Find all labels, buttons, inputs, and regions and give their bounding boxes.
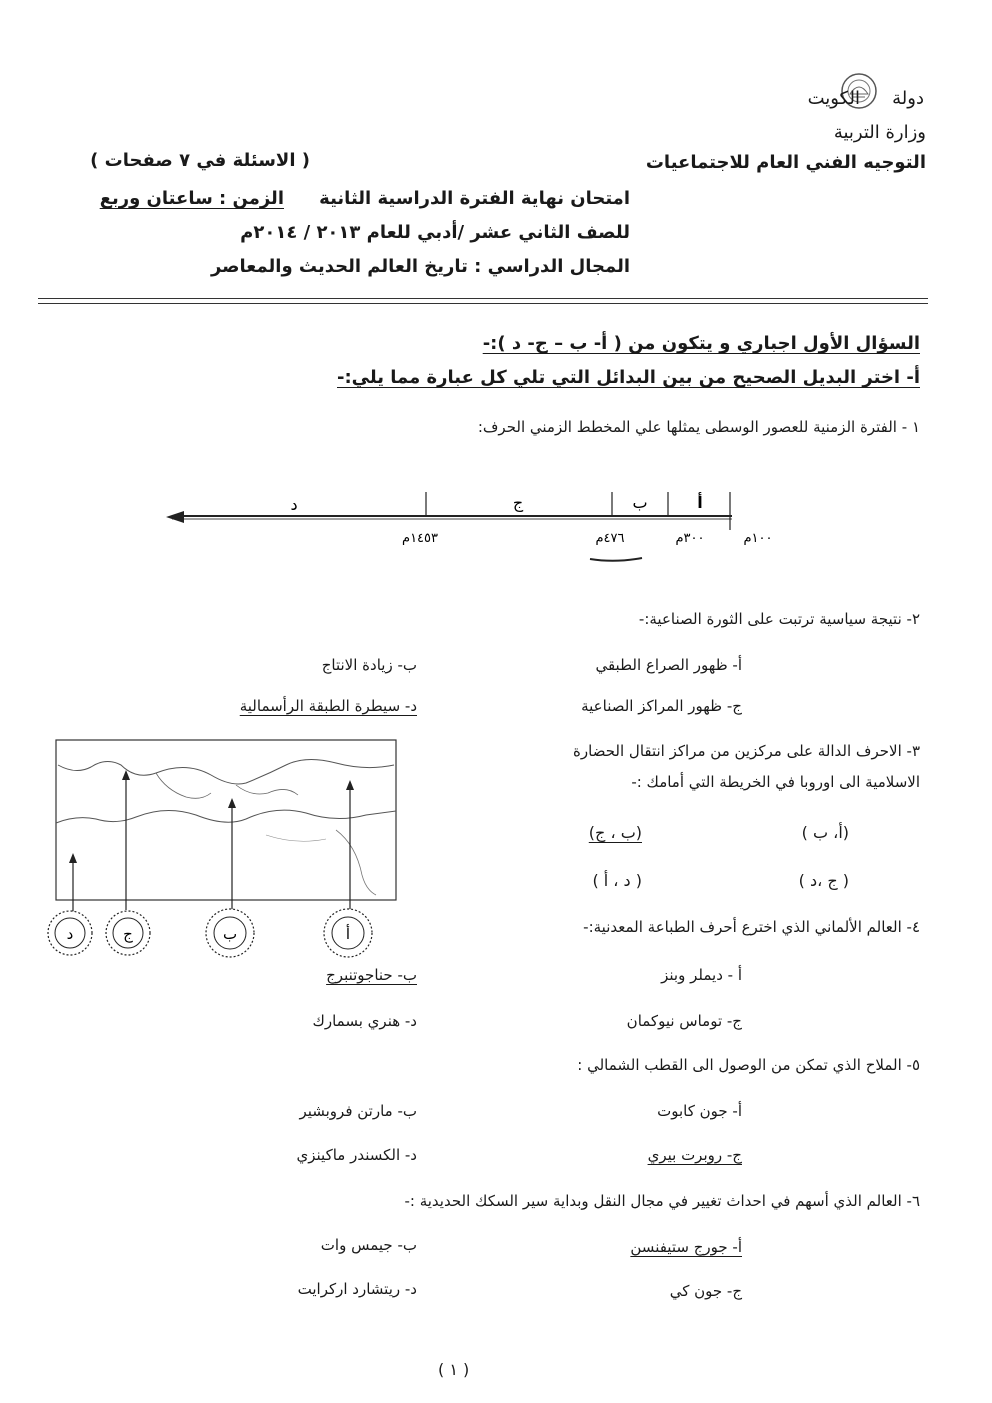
question-2-option-d: د- سيطرة الطبقة الرأسمالية <box>239 697 417 715</box>
answer-underline-mark <box>590 558 642 561</box>
timeline-year-label: ٤٧٦م <box>595 531 625 546</box>
question-4-stem: ٤- العالم الألماني الذي اخترع أحرف الطباعة المعدنية:- <box>583 918 920 936</box>
question-4-option-b: ب- حناجوتنبرج <box>326 966 417 984</box>
country-label: الكويت <box>807 88 860 109</box>
map-marker-label: أ <box>345 925 351 943</box>
question-3-option-b: (ب ، ج) <box>588 823 642 842</box>
timeline-year-label: ١٤٥٣م <box>402 531 438 546</box>
question-3-option-a: (أ، ب ) <box>801 823 849 842</box>
question-4-option-c: ج- توماس نيوكمان <box>626 1012 742 1030</box>
section-title: السؤال الأول اجباري و يتكون من ( أ- ب – ج- د ):- <box>482 333 920 354</box>
header-divider-top <box>38 298 928 299</box>
header-divider-bottom <box>38 303 928 304</box>
question-2-option-c: ج- ظهور المراكز الصناعية <box>581 697 742 715</box>
timeline-segment: أ <box>697 493 703 512</box>
map-frame <box>56 740 396 900</box>
page-number: ( ١ ) <box>438 1360 470 1379</box>
question-4-option-d: د- هنري بسمارك <box>312 1012 417 1030</box>
question-3-option-d: ( د ، أ ) <box>592 871 642 890</box>
question-6-option-a: أ- جورج ستيفنسن <box>630 1238 742 1256</box>
timeline-year-label: ١٠٠م <box>743 531 773 546</box>
map-marker-label: د <box>66 925 74 943</box>
question-6-option-c: ج- جون كي <box>669 1282 742 1300</box>
exam-time: الزمن : ساعتان وربع <box>99 188 284 209</box>
timeline-year-label: ٣٠٠م <box>675 531 705 546</box>
map-marker-label: ج <box>123 925 133 943</box>
state-label: دولة <box>892 88 924 109</box>
pages-note: ( الاسئلة في ٧ صفحات ) <box>90 150 310 171</box>
ministry-label: وزارة التربية <box>833 122 926 143</box>
question-5-stem: ٥- الملاح الذي تمكن من الوصول الى القطب الشمالي : <box>577 1056 920 1074</box>
map-marker-badge <box>324 909 372 957</box>
question-5-option-b: ب- مارتن فروبشير <box>299 1102 417 1120</box>
question-3-option-c: ( ج ،د ) <box>798 871 849 890</box>
map-marker-badge <box>48 911 92 955</box>
question-2-stem: ٢- نتيجة سياسية ترتبت على الثورة الصناعية:- <box>638 610 920 628</box>
timeline-diagram <box>160 480 780 580</box>
question-1-stem: ١ - الفترة الزمنية للعصور الوسطى يمثلها علي المخطط الزمني الحرف: <box>477 418 920 436</box>
question-6-stem: ٦- العالم الذي أسهم في احداث تغيير في مجال النقل وبداية سير السكك الحديدية :- <box>404 1192 920 1210</box>
timeline-arrow-icon <box>166 511 184 523</box>
question-3-stem-line-1: ٣- الاحرف الدالة على مركزين من مراكز انتقال الحضارة <box>573 742 920 760</box>
timeline-segment: ج <box>512 493 524 512</box>
department-label: التوجيه الفني العام للاجتماعيات <box>645 152 926 173</box>
question-4-option-a: أ - ديملر وبنز <box>661 966 742 984</box>
question-3-stem-line-2: الاسلامية الى اوروبا في الخريطة التي أمامك :- <box>631 773 920 791</box>
mediterranean-map <box>36 735 416 965</box>
map-marker-label: ب <box>222 925 238 943</box>
question-5-option-a: أ- جون كابوت <box>657 1102 742 1120</box>
timeline-segment: د <box>290 495 298 514</box>
subject-line: المجال الدراسي : تاريخ العالم الحديث والمعاصر <box>210 256 630 277</box>
question-6-option-d: د- ريتشارد اركرايت <box>297 1280 417 1298</box>
grade-line: للصف الثاني عشر /أدبي للعام ٢٠١٣ / ٢٠١٤م <box>240 222 630 243</box>
timeline-segment: ب <box>632 493 648 512</box>
exam-title: امتحان نهاية الفترة الدراسية الثانية <box>319 188 630 209</box>
question-2-option-b: ب- زيادة الانتاج <box>321 656 417 674</box>
question-5-option-c: ج- روبرت بيري <box>647 1146 742 1164</box>
map-marker-badge <box>106 911 150 955</box>
question-5-option-d: د- الكسندر ماكينزي <box>296 1146 417 1164</box>
section-instruction: أ- اختر البديل الصحيح من بين البدائل التي تلي كل عبارة مما يلي:- <box>337 367 920 388</box>
question-6-option-b: ب- جيمس وات <box>320 1236 417 1254</box>
map-marker-badge <box>206 909 254 957</box>
question-2-option-a: أ- ظهور الصراع الطبقي <box>595 656 742 674</box>
